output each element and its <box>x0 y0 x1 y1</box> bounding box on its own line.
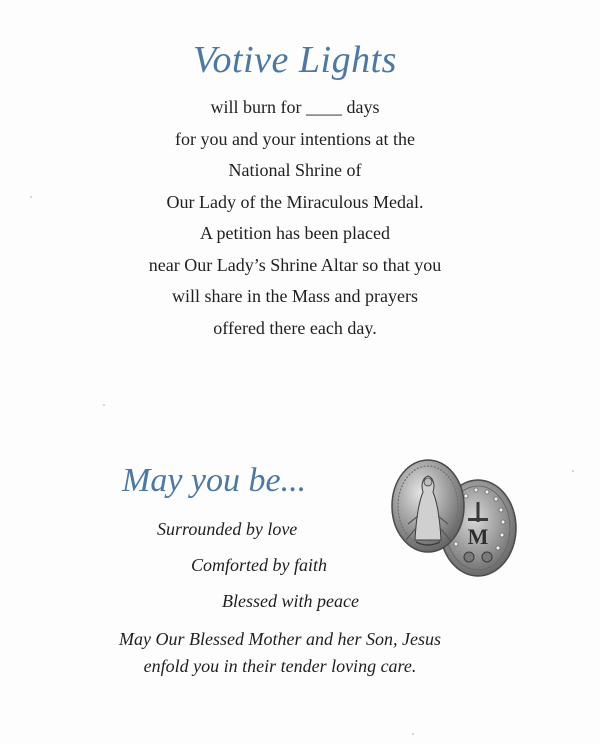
body-line: Our Lady of the Miraculous Medal. <box>166 191 424 212</box>
closing-line: enfold you in their tender loving care. <box>143 656 417 676</box>
body-line: near Our Lady’s Shrine Altar so that you <box>148 254 442 275</box>
paper-speck <box>572 470 574 472</box>
blessing-line-peace: Blessed with peace <box>222 591 359 611</box>
paper-speck <box>103 404 105 406</box>
votive-lights-title: Votive Lights <box>193 39 397 81</box>
body-line: will share in the Mass and prayers <box>172 286 418 306</box>
blessing-line-faith: Comforted by faith <box>191 555 327 575</box>
body-line: National Shrine of <box>228 160 362 180</box>
medal-initial: M <box>467 524 489 549</box>
miraculous-medal-image <box>388 456 522 580</box>
blessing-line-love: Surrounded by love <box>157 519 298 539</box>
paper-speck <box>412 733 414 735</box>
votive-lights-body <box>0 92 590 344</box>
closing-blessing <box>40 626 520 680</box>
body-line: will burn for ____ days <box>210 97 380 117</box>
paper-speck <box>30 196 32 198</box>
body-line: offered there each day. <box>213 317 377 338</box>
medal-front-icon <box>392 460 464 552</box>
body-line: A petition has been placed <box>200 223 390 243</box>
body-line: for you and your intentions at the <box>175 128 415 149</box>
may-you-be-title: May you be... <box>122 462 307 499</box>
closing-line: May Our Blessed Mother and her Son, Jesus <box>119 629 441 649</box>
